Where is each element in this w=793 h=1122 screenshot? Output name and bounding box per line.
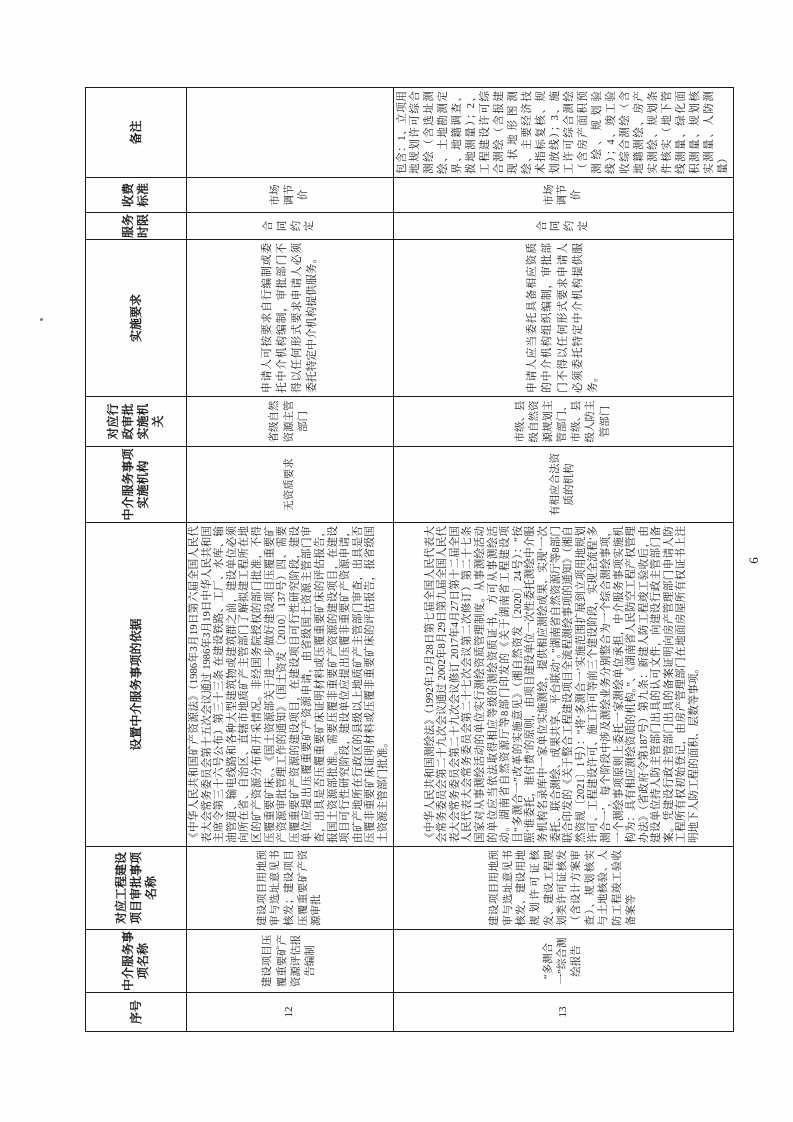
header-fee-standard: 收费标准 — [86, 178, 187, 213]
header-approval-authority: 对应行政审批实施机关 — [86, 397, 187, 447]
header-requirements: 实施要求 — [86, 240, 187, 397]
cell-fee-standard: 市场调节价 — [187, 178, 394, 213]
header-seq: 序号 — [86, 993, 187, 1032]
cell-requirements: 申请人应当委托具备相应资质的中介机构组织编制，审批部门不得以任何形式要求申请人必须委托特定中介机构提供服务。 — [393, 240, 733, 397]
header-row — [86, 88, 187, 1032]
cell-seq: 13 — [393, 993, 733, 1032]
header-remarks: 备注 — [86, 88, 187, 178]
header-service-name: 中介服务事项名称 — [86, 930, 187, 993]
cell-basis: 《中华人民共和国矿产资源法》（1986年3月19日第六届全国人民代表大会常务委员会第十五次会议通过 1986年3月19日中华人民共和国主席令第三十六号公布）第三十三条 在建设铁路、工厂、水库、输油管道、输电线路和各种大型建筑物或建筑群之前，建设单位必须向所在省、自治区、直辖市地质矿产主管部门了解拟建工程所在地区的矿产资源分布和开采情况。非经国务院授权的部门批准，不得压覆重要矿床。、《国土资源部关于进一步做好建设项目压覆重要矿产资源审批管理工作的通知》（国土资发〔2010〕137号）四、需要压覆重要矿产资源的建设项目，在建设项目可行性研究阶段，建设单位应提出压覆重要矿产资源申请，由省级国土资源主管部门审查，出具是否压覆重要矿床证明材料或压覆重要矿床的评估报告，报国土资源部批准。需要压覆非重要矿产资源的建设项目，在建设项目可行性研究阶段，建设单位应提出压覆非重要矿产资源申请，由矿产地所在行政区的县级以上地质矿产主管部门审查，出具是否压覆非重要矿床证明材料或压覆非重要矿床的评估报告，报省级国土资源主管部门批准。 — [187, 523, 394, 847]
cell-approval-authority: 省级自然资源主管部门 — [187, 397, 394, 447]
cell-fee-standard: 市场调节价 — [393, 178, 733, 213]
cell-time-limit: 合同约定 — [393, 213, 733, 240]
cell-implementing-agency: 有相应合法资质的机构 — [393, 447, 733, 523]
cell-service-name: 建设项目压覆重要矿产资源评估报告编制 — [187, 930, 394, 993]
header-implementing-agency: 中介服务事项实施机构 — [86, 447, 187, 523]
cell-approval-authority: 市级、县级自然资源规划主管部门、市级、县级人防主管部门 — [393, 397, 733, 447]
cell-service-name: “多测合一”综合测绘报告 — [393, 930, 733, 993]
scan-speck — [40, 318, 43, 321]
cell-basis: 《中华人民共和国测绘法》（1992年12月28日第七届全国人民代表大会常务委员会第二十九次会议通过 2002年8月29日第九届全国人民代表大会常务委员会第二十九次会议修订 2017年4月27日第十二届全国人民代表大会常务委员会第二十七次会议第二次修订）第二十七条 国家对从事测绘活动的单位实行测绘资质管理制度。从事测绘活动的单位应当依法取得相应等级的测绘资质证书，方可从事测绘活动。湖南省自然资源厅等8部门印发的《关于湖南省工程建设项目“多测合一”改革的实施意见》（湘自然资发〔2020〕24号）：“按照‘谁委托，谁付费’的原则，由项目建设单位一次性委托测绘中介服务机构名录库中一家单位实施测绘，提供相应测绘成果，实现‘一次委托、联合测绘、成果共享、平台联动’。”湖南省自然资源厅等8部门联合印发的《关于整合工程建设项目全流程测绘事项的通知》（湘自然资规〔2021〕1号）：“将‘多测合一’实施范围扩展到立项用地规划许可、工程建设许可、施工许可等前三个建设阶段，实现全流程‘多测合一’，每个阶段中涉及测绘业务分别整合为一个综合测绘事项，一个测绘事项原则上委托一家测绘单位承担，中介服务事项实施机构为：具有相应测绘资质的机构。”、《湖南省人民防空工程产权管理办法》（省政府令第187号）第九条：新建人防工程竣工验收后，由建设单位持人防主管部门出具的认可文件，向建设行政主管部门备案。凭建设行政主管部门出具的备案证明向房产管理部门申请人防工程所有权初始登记，由房产管理部门在地面房屋所有权证书上注明地下人防工程的面积、层数等事项。 — [393, 523, 733, 847]
cell-remarks: 包含：1、立项用地规划许可综合测绘（含选址测绘、土地勘测定界、地籍调查、拨地测量）；2、工程建设许可综合测绘（含报建现状地形图测绘、主要经济技术指标复核、规划放线）；3、施工许可综合测绘（含房产面积预测绘、规划验线）；4、竣工验收综合测绘（含地籍测绘、房产实测绘、规划条件核实（地下管线测量、绿化面积测量、规划核实测量、人防测量） — [393, 88, 733, 178]
header-approval-item: 对应工程建设项目审批事项名称 — [86, 847, 187, 930]
cell-time-limit: 合同约定 — [187, 213, 394, 240]
cell-seq: 12 — [187, 993, 394, 1032]
cell-remarks — [187, 88, 394, 178]
header-time-limit: 服务时限 — [86, 213, 187, 240]
table-row-13 — [393, 88, 733, 1032]
cell-approval-item: 建设项目用地预审与选址意见书核发、建设用地规划许可证核发、建设工程规划类许可证核发（含设计方案审查）、规划核实与土地核验、人防工程竣工验收备案等 — [393, 847, 733, 930]
rotated-landscape-content — [85, 88, 761, 1032]
table-row-12 — [187, 88, 394, 1032]
cell-implementing-agency: 无资质要求 — [187, 447, 394, 523]
cell-requirements: 申请人可按要求自行编制或委托中介机构编制，审批部门不得以任何形式要求申请人必须委托特定中介机构提供服务。 — [187, 240, 394, 397]
intermediary-services-table — [85, 87, 734, 1032]
header-basis: 设置中介服务事项的依据 — [86, 523, 187, 847]
cell-approval-item: 建设项目用地预审与选址意见书核发；建设项目压覆重要矿产资源审批 — [187, 847, 394, 930]
page-number: 6 — [745, 556, 761, 564]
